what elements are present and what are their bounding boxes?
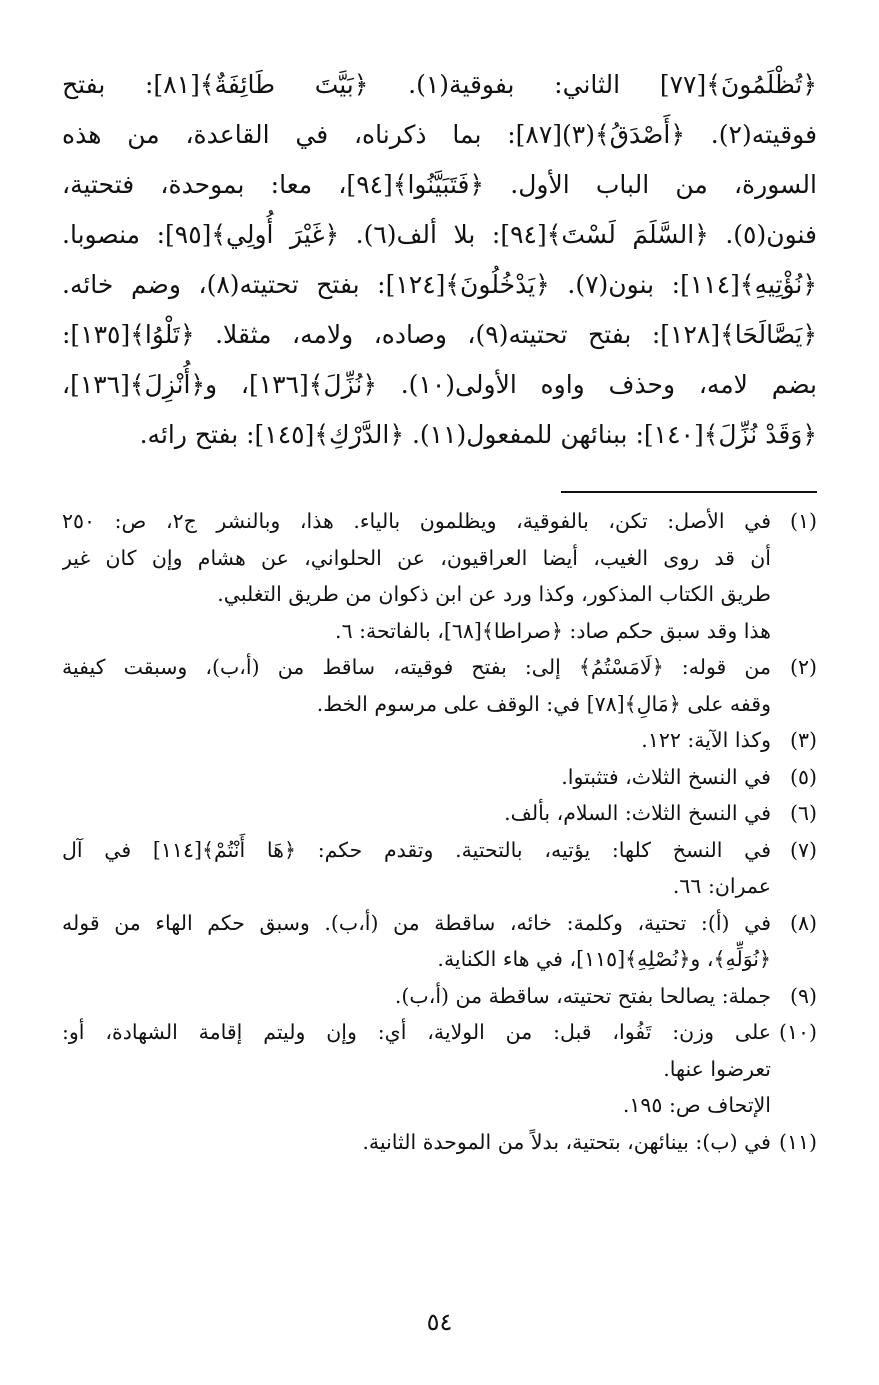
main-text-line: بضم لامه، وحذف واوه الأولى(١٠). ﴿نُزِّلَ﴾[١٣٦]، و﴿أُنْزِلَ﴾[١٣٦]، (62, 370, 817, 399)
footnote-line: عمران: ٦٦. (672, 874, 771, 898)
footnote-7 (62, 832, 817, 905)
footnote-body (62, 503, 771, 649)
footnote-line: في الأصل: تكن، بالفوقية، ويظلمون بالياء. هذا، وبالنشر ج٢، ص: ٢٥٠ (62, 509, 771, 533)
footnote-divider (561, 491, 817, 493)
footnote-line: في النسخ كلها: يؤتيه، بالتحتية. وتقدم حكم: ﴿هَا أَنْتُمْ﴾[١١٤] في آل (62, 837, 771, 862)
footnote-line: في النسخ الثلاث، فتثبتوا. (561, 764, 771, 789)
footnote-body (62, 832, 771, 905)
footnote-body (62, 795, 771, 832)
footnote-body (62, 905, 771, 978)
main-text-line: السورة، من الباب الأول. ﴿فَتَبَيَّنُوا﴾[٩٤]، معا: بموحدة، فتحتية، (62, 170, 817, 199)
footnote-line: على وزن: تَفُوا، قبل: من الولاية، أي: وإن وليتم إقامة الشهادة، أو: (62, 1020, 771, 1044)
footnote-body (62, 1124, 771, 1161)
footnote-number: (٥) (789, 764, 817, 789)
footnotes (62, 503, 817, 1160)
footnote-body (62, 759, 771, 796)
main-text-line: ﴿نُؤْتِيهِ﴾[١١٤]: بنون(٧). ﴿يَدْخُلُونَ﴾[١٢٤]: بفتح تحتيته(٨)، وضم خائه. (62, 270, 817, 299)
footnote-body (62, 978, 771, 1015)
footnote-line: هذا وقد سبق حكم صاد: ﴿صراطا﴾[٦٨]، بالفاتحة: ٦. (335, 618, 771, 643)
footnote-line: وقفه على ﴿مَالِ﴾[٧٨] في: الوقف على مرسوم الخط. (316, 691, 771, 716)
footnote-10 (62, 1014, 817, 1124)
footnote-line: في النسخ الثلاث: السلام، بألف. (504, 801, 771, 825)
footnote-8 (62, 905, 817, 978)
main-text-line: فنون(٥). ﴿السَّلَمَ لَسْتَ﴾[٩٤]: بلا ألف(٦). ﴿غَيْرَ أُولِي﴾[٩٥]: منصوبا. (62, 220, 817, 249)
footnote-number: (٧) (789, 837, 817, 862)
footnote-number: (١٠) (778, 1020, 817, 1044)
footnote-number: (٩) (789, 983, 817, 1008)
footnote-body (62, 1014, 771, 1124)
main-text-line: ﴿تُظْلَمُونَ﴾[٧٧] الثاني: بفوقية(١). ﴿بَيَّتَ طَائِفَةٌ﴾[٨١]: بفتح (62, 70, 817, 99)
footnote-number: (٣) (789, 728, 817, 752)
footnote-6 (62, 795, 817, 832)
main-text-line: ﴿يَصَّالَحَا﴾[١٢٨]: بفتح تحتيته(٩)، وصاده، ولامه، مثقلا. ﴿تَلْوُا﴾[١٣٥]: (62, 320, 817, 349)
footnote-number: (٨) (789, 910, 817, 935)
footnote-5 (62, 759, 817, 796)
footnote-line: طريق الكتاب المذكور، وكذا ورد عن ابن ذكوان من طريق التغلبي. (217, 582, 771, 606)
main-text-line: فوقيته(٢). ﴿أَصْدَقُ﴾(٣)[٨٧]: بما ذكرناه، في القاعدة، من هذه (62, 120, 817, 149)
main-text (62, 60, 817, 460)
footnote-number: (١) (789, 509, 817, 533)
footnote-3 (62, 722, 817, 759)
footnote-number: (١١) (778, 1129, 817, 1154)
footnote-number: (٢) (789, 655, 817, 679)
main-text-line: ﴿وَقَدْ نُزِّلَ﴾[١٤٠]: ببنائهن للمفعول(١١). ﴿الدَّرْكِ﴾[١٤٥]: بفتح رائه. (139, 420, 817, 449)
footnote-body (62, 722, 771, 759)
footnote-line: من قوله: ﴿لَامَسْتُمُ﴾ إلى: بفتح فوقيته، ساقط من (أ،ب)، وسبقت كيفية (62, 655, 771, 679)
footnote-line: الإتحاف ص: ١٩٥. (622, 1093, 771, 1117)
footnote-body (62, 649, 771, 722)
footnote-line: أن قد روى الغيب، أيضا العراقيون، عن الحلواني، عن هشام وإن كان غير (62, 545, 771, 570)
footnote-2 (62, 649, 817, 722)
page-number: ٥٤ (426, 1308, 453, 1336)
footnote-line: جملة: يصالحا بفتح تحتيته، ساقطة من (أ،ب). (394, 983, 771, 1008)
footnote-line: تعرضوا عنها. (663, 1056, 771, 1081)
footnote-number: (٦) (789, 801, 817, 825)
footnote-line: في (ب): بينائهن، بتحتية، بدلاً من الموحدة الثانية. (362, 1129, 771, 1154)
footnote-line: ﴿نُوَلِّهِ﴾، و﴿نُصْلِهِ﴾[١١٥]، في هاء الكناية. (437, 947, 771, 971)
footnote-1 (62, 503, 817, 649)
footnote-9 (62, 978, 817, 1015)
footnote-line: في (أ): تحتية، وكلمة: خائه، ساقطة من (أ،ب). وسبق حكم الهاء من قوله (62, 910, 771, 935)
footnote-11 (62, 1124, 817, 1161)
footnote-line: وكذا الآية: ١٢٢. (641, 728, 771, 752)
